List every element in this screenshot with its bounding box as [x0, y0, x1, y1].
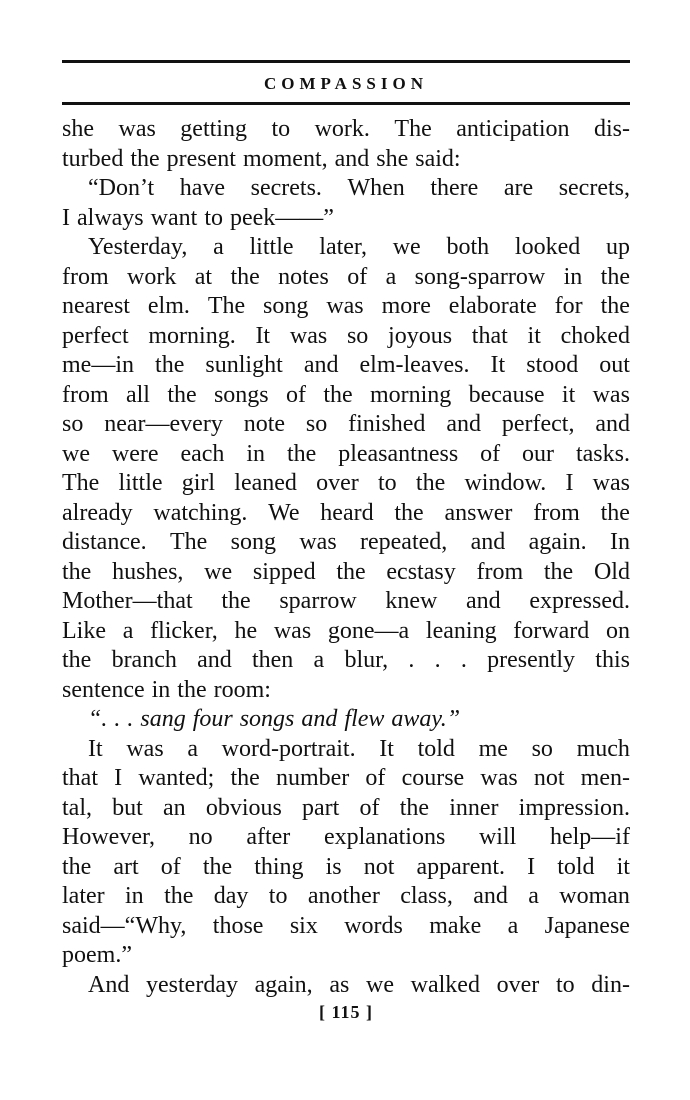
text-line: perfect morning. It was so joyous that it choked [62, 322, 630, 349]
text-line: And yesterday again, as we walked over to din- [88, 971, 630, 998]
text-line: we were each in the pleasantness of our tasks. [62, 440, 630, 467]
text-line: from work at the notes of a song-sparrow in the [62, 263, 630, 290]
header-rule-top [62, 60, 630, 63]
text-line: sentence in the room: [62, 676, 271, 703]
text-line: “Don’t have secrets. When there are secrets, [88, 175, 630, 201]
text-line: nearest elm. The song was more elaborate for the [62, 293, 630, 319]
text-line: me—in the sunlight and elm-leaves. It stood out [62, 352, 630, 378]
text-line: The little girl leaned over to the window. I was [62, 470, 630, 496]
text-line: Like a flicker, he was gone—a leaning forward on [62, 617, 630, 644]
running-head: COMPASSION [264, 74, 428, 93]
text-line: the branch and then a blur, . . . presently this [62, 647, 630, 673]
text-line: tal, but an obvious part of the inner impression. [62, 794, 630, 821]
text-line: Mother—that the sparrow knew and expressed. [62, 588, 630, 614]
text-line: the art of the thing is not apparent. I told it [62, 853, 630, 880]
text-line: said—“Why, those six words make a Japanese [62, 912, 630, 939]
text-line: I always want to peek——” [62, 204, 334, 231]
text-line: that I wanted; the number of course was not men- [62, 765, 630, 791]
text-line: turbed the present moment, and she said: [62, 145, 461, 172]
text-line: poem.” [62, 942, 132, 968]
text-line: already watching. We heard the answer from the [62, 499, 630, 526]
page-number: [ 115 ] [319, 1002, 373, 1022]
text-line: It was a word-portrait. It told me so much [88, 735, 630, 762]
header-rule-bottom [62, 102, 630, 105]
text-line: later in the day to another class, and a woman [62, 883, 630, 909]
text-line: the hushes, we sipped the ecstasy from the Old [62, 558, 630, 585]
quoted-line: “. . . sang four songs and flew away.” [88, 706, 461, 732]
text-line: she was getting to work. The anticipation dis- [62, 116, 630, 142]
text-line: distance. The song was repeated, and again. In [62, 529, 630, 555]
text-line: Yesterday, a little later, we both looked up [88, 234, 630, 260]
text-line: so near—every note so finished and perfect, and [62, 411, 630, 437]
text-line: from all the songs of the morning because it was [62, 381, 630, 408]
body-text [62, 115, 630, 1000]
text-line: However, no after explanations will help—if [62, 824, 630, 850]
